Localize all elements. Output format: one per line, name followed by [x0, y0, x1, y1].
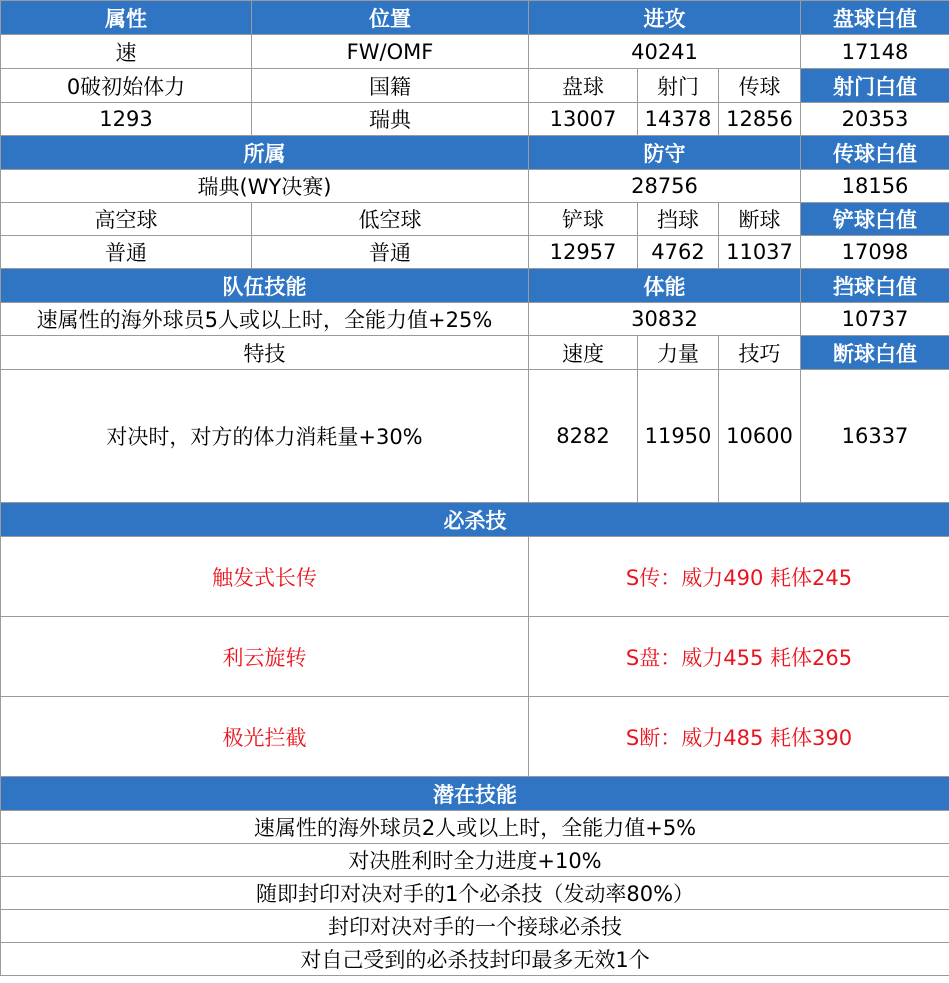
shoot-white-header: 射门白值 [801, 69, 949, 103]
table-row [1, 103, 949, 136]
speed-label: 速度 [529, 336, 638, 370]
special-move-detail: S盘：威力455 耗体265 [529, 617, 949, 697]
block-white-header: 挡球白值 [801, 269, 949, 303]
technique-value: 10600 [719, 370, 801, 503]
special-move-detail: S传：威力490 耗体245 [529, 537, 949, 617]
physical-value: 30832 [529, 303, 801, 336]
tackle-label: 铲球 [529, 203, 638, 236]
shoot-white-value: 20353 [801, 103, 949, 136]
potential-skill: 随即封印对决对手的1个必杀技（发动率80%） [1, 877, 949, 910]
potential-skills-header: 潜在技能 [1, 777, 949, 811]
nationality-value: 瑞典 [252, 103, 529, 136]
intercept-value: 11037 [719, 236, 801, 269]
speed-value: 8282 [529, 370, 638, 503]
attack-header: 进攻 [529, 1, 801, 35]
table-row [1, 170, 949, 203]
special-move-row [1, 617, 949, 697]
pass-white-value: 18156 [801, 170, 949, 203]
power-label: 力量 [638, 336, 719, 370]
tackle-white-header: 铲球白值 [801, 203, 949, 236]
dribble-label: 盘球 [529, 69, 638, 103]
special-move-row [1, 537, 949, 617]
dribble-white-header: 盘球白值 [801, 1, 949, 35]
potential-skill: 速属性的海外球员2人或以上时，全能力值+5% [1, 811, 949, 844]
potential-skill-row [1, 910, 949, 943]
special-move-name: 极光拦截 [1, 697, 529, 777]
potential-skill: 对决胜利时全力进度+10% [1, 844, 949, 877]
special-move-row [1, 697, 949, 777]
block-label: 挡球 [638, 203, 719, 236]
table-row [1, 1, 949, 35]
intercept-label: 断球 [719, 203, 801, 236]
low-ball-value: 普通 [252, 236, 529, 269]
table-row [1, 136, 949, 170]
potential-skill: 封印对决对手的一个接球必杀技 [1, 910, 949, 943]
table-row [1, 203, 949, 236]
special-moves-header: 必杀技 [1, 503, 949, 537]
potential-skill: 对自己受到的必杀技封印最多无效1个 [1, 943, 949, 976]
low-ball-label: 低空球 [252, 203, 529, 236]
team-skill-header: 队伍技能 [1, 269, 529, 303]
table-row [1, 503, 949, 537]
nationality-label: 国籍 [252, 69, 529, 103]
dribble-white-value: 17148 [801, 35, 949, 69]
potential-skill-row [1, 811, 949, 844]
pass-label: 传球 [719, 69, 801, 103]
table-row [1, 69, 949, 103]
special-move-name: 利云旋转 [1, 617, 529, 697]
technique-label: 技巧 [719, 336, 801, 370]
physical-header: 体能 [529, 269, 801, 303]
table-row [1, 269, 949, 303]
high-ball-label: 高空球 [1, 203, 252, 236]
table-row [1, 303, 949, 336]
table-row [1, 777, 949, 811]
table-row [1, 35, 949, 69]
power-value: 11950 [638, 370, 719, 503]
special-label: 特技 [1, 336, 529, 370]
affiliation-header: 所属 [1, 136, 529, 170]
special-move-detail: S断：威力485 耗体390 [529, 697, 949, 777]
dribble-value: 13007 [529, 103, 638, 136]
team-skill-value: 速属性的海外球员5人或以上时，全能力值+25% [1, 303, 529, 336]
pass-value: 12856 [719, 103, 801, 136]
block-value: 4762 [638, 236, 719, 269]
attribute-header: 属性 [1, 1, 252, 35]
intercept-white-header: 断球白值 [801, 336, 949, 370]
shoot-label: 射门 [638, 69, 719, 103]
table-row [1, 336, 949, 370]
tackle-value: 12957 [529, 236, 638, 269]
attack-value: 40241 [529, 35, 801, 69]
special-value: 对决时，对方的体力消耗量+30% [1, 370, 529, 503]
shoot-value: 14378 [638, 103, 719, 136]
potential-skill-row [1, 877, 949, 910]
attribute-value: 速 [1, 35, 252, 69]
affiliation-value: 瑞典(WY决赛) [1, 170, 529, 203]
potential-skill-row [1, 844, 949, 877]
special-move-name: 触发式长传 [1, 537, 529, 617]
block-white-value: 10737 [801, 303, 949, 336]
position-value: FW/OMF [252, 35, 529, 69]
potential-skill-row [1, 943, 949, 976]
defense-header: 防守 [529, 136, 801, 170]
stamina-label: 0破初始体力 [1, 69, 252, 103]
pass-white-header: 传球白值 [801, 136, 949, 170]
table-row [1, 370, 949, 503]
intercept-white-value: 16337 [801, 370, 949, 503]
tackle-white-value: 17098 [801, 236, 949, 269]
table-row [1, 236, 949, 269]
stamina-value: 1293 [1, 103, 252, 136]
position-header: 位置 [252, 1, 529, 35]
high-ball-value: 普通 [1, 236, 252, 269]
defense-value: 28756 [529, 170, 801, 203]
